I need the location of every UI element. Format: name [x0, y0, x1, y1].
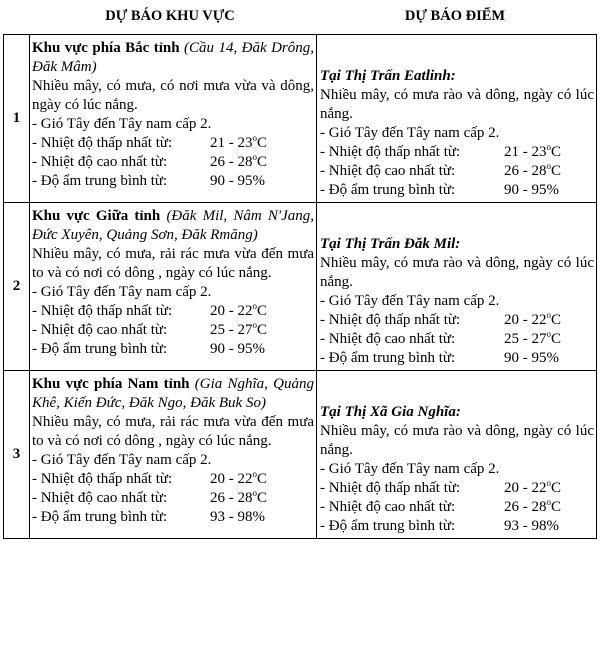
point-humidity: - Độ ẩm trung bình từ: 90 - 95%	[320, 350, 559, 366]
point-temp-min: - Nhiệt độ thấp nhất từ: 20 - 22$^o$C	[320, 478, 562, 496]
celsius-unit: C	[257, 471, 268, 487]
degree-sign: o	[546, 310, 551, 320]
point-description: Nhiều mây, có mưa rào và dông, ngày có lúc nắng.	[320, 87, 594, 122]
region-wind: - Gió Tây đến Tây nam cấp 2.	[32, 116, 212, 132]
region-title: Khu vực phía Bắc tỉnh (Cầu 14, Đăk Drông, Đăk Mâm)	[32, 40, 315, 75]
degree-sign: o	[546, 497, 551, 507]
celsius-unit: C	[551, 499, 562, 515]
point-title: Tại Thị Xã Gia Nghĩa:	[320, 404, 461, 420]
region-humidity: - Độ ẩm trung bình từ: 93 - 98%	[32, 509, 265, 525]
table-header	[0, 0, 600, 36]
region-areas: (Cầu 14, Đăk Drông, Đăk Mâm)	[32, 40, 315, 75]
point-temp-min: - Nhiệt độ thấp nhất từ: 20 - 22$^o$C	[320, 310, 562, 328]
region-temp-max: - Nhiệt độ cao nhất từ: 26 - 28$^o$C	[32, 152, 268, 170]
point-description: Nhiều mây, có mưa rào và dông, ngày có lúc nắng.	[320, 423, 594, 458]
degree-sign: o	[252, 133, 257, 143]
celsius-unit: C	[551, 144, 562, 160]
region-temp-min: - Nhiệt độ thấp nhất từ: 21 - 23$^o$C	[32, 133, 268, 151]
celsius-unit: C	[257, 135, 268, 151]
region-humidity: - Độ ẩm trung bình từ: 90 - 95%	[32, 341, 265, 357]
degree-sign: o	[546, 142, 551, 152]
degree-sign: o	[252, 469, 257, 479]
celsius-unit: C	[257, 490, 268, 506]
point-title: Tại Thị Trấn Đăk Mil:	[320, 236, 461, 252]
point-wind: - Gió Tây đến Tây nam cấp 2.	[320, 461, 500, 477]
degree-sign: o	[252, 320, 257, 330]
region-forecast-cell	[30, 203, 317, 371]
celsius-unit: C	[257, 303, 268, 319]
row-number: 1	[4, 35, 30, 203]
table-row	[4, 371, 597, 539]
celsius-unit: C	[257, 322, 268, 338]
forecast-table	[3, 34, 597, 539]
region-wind: - Gió Tây đến Tây nam cấp 2.	[32, 452, 212, 468]
celsius-unit: C	[551, 331, 562, 347]
region-title: Khu vực Giữa tỉnh (Đăk Mil, Nâm N'Jang, Đức Xuyên, Quảng Sơn, Đăk Rmăng)	[32, 208, 315, 243]
degree-sign: o	[252, 301, 257, 311]
point-description: Nhiều mây, có mưa rào và dông, ngày có lúc nắng.	[320, 255, 594, 290]
region-areas: (Gia Nghĩa, Quảng Khê, Kiến Đức, Đăk Ngo, Đăk Buk So)	[32, 376, 315, 411]
point-forecast-cell	[317, 371, 597, 539]
point-forecast-cell	[317, 35, 597, 203]
degree-sign: o	[252, 152, 257, 162]
region-temp-max: - Nhiệt độ cao nhất từ: 26 - 28$^o$C	[32, 488, 268, 506]
region-temp-min: - Nhiệt độ thấp nhất từ: 20 - 22$^o$C	[32, 469, 268, 487]
point-temp-max: - Nhiệt độ cao nhất từ: 25 - 27$^o$C	[320, 329, 562, 347]
point-title: Tại Thị Trấn Eatlinh:	[320, 68, 456, 84]
region-wind: - Gió Tây đến Tây nam cấp 2.	[32, 284, 212, 300]
celsius-unit: C	[551, 163, 562, 179]
table-row	[4, 203, 597, 371]
celsius-unit: C	[551, 312, 562, 328]
header-point-forecast: DỰ BÁO ĐIỂM	[404, 8, 506, 24]
region-temp-min: - Nhiệt độ thấp nhất từ: 20 - 22$^o$C	[32, 301, 268, 319]
point-temp-max: - Nhiệt độ cao nhất từ: 26 - 28$^o$C	[320, 497, 562, 515]
region-temp-max: - Nhiệt độ cao nhất từ: 25 - 27$^o$C	[32, 320, 268, 338]
point-temp-min: - Nhiệt độ thấp nhất từ: 21 - 23$^o$C	[320, 142, 562, 160]
row-number: 2	[4, 203, 30, 371]
region-forecast-cell	[30, 35, 317, 203]
point-wind: - Gió Tây đến Tây nam cấp 2.	[320, 125, 500, 141]
row-number: 3	[4, 371, 30, 539]
degree-sign: o	[546, 161, 551, 171]
region-humidity: - Độ ẩm trung bình từ: 90 - 95%	[32, 173, 265, 189]
region-areas: (Đăk Mil, Nâm N'Jang, Đức Xuyên, Quảng Sơn, Đăk Rmăng)	[32, 208, 315, 243]
celsius-unit: C	[257, 154, 268, 170]
degree-sign: o	[546, 329, 551, 339]
point-forecast-cell	[317, 203, 597, 371]
region-description: Nhiều mây, có mưa, rải rác mưa vừa đến mưa to và có nơi có dông , ngày có lúc nắng.	[32, 414, 314, 449]
table-row	[4, 35, 597, 203]
region-forecast-cell	[30, 371, 317, 539]
region-description: Nhiều mây, có mưa, rải rác mưa vừa đến mưa to và có nơi có dông , ngày có lúc nắng.	[32, 246, 314, 281]
celsius-unit: C	[551, 480, 562, 496]
point-wind: - Gió Tây đến Tây nam cấp 2.	[320, 293, 500, 309]
point-temp-max: - Nhiệt độ cao nhất từ: 26 - 28$^o$C	[320, 161, 562, 179]
region-title: Khu vực phía Nam tỉnh (Gia Nghĩa, Quảng Khê, Kiến Đức, Đăk Ngo, Đăk Buk So)	[32, 376, 315, 411]
region-description: Nhiều mây, có mưa, có nơi mưa vừa và dông, ngày có lúc nắng.	[32, 78, 314, 113]
point-humidity: - Độ ẩm trung bình từ: 90 - 95%	[320, 182, 559, 198]
point-humidity: - Độ ẩm trung bình từ: 93 - 98%	[320, 518, 559, 534]
header-region-forecast: DỰ BÁO KHU VỰC	[105, 8, 235, 24]
degree-sign: o	[546, 478, 551, 488]
degree-sign: o	[252, 488, 257, 498]
